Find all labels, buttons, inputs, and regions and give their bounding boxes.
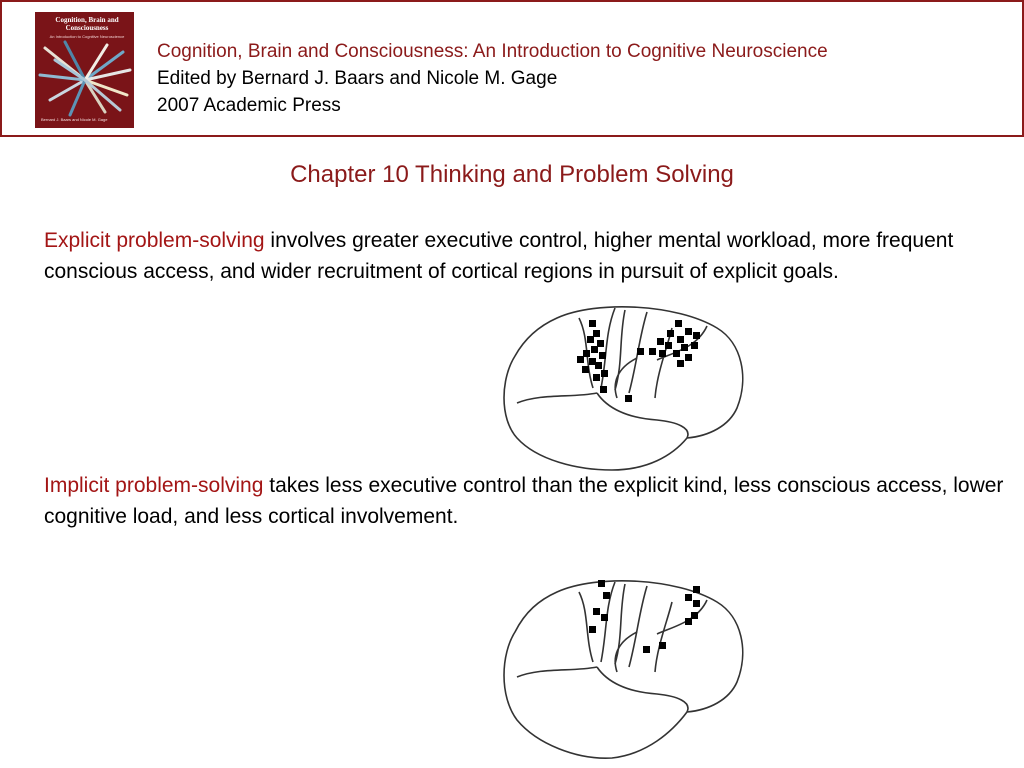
implicit-term: Implicit problem-solving [44,474,264,497]
cover-editors: Bernard J. Baars and Nicole M. Gage [41,117,108,122]
implicit-paragraph [44,470,1004,532]
book-editors: Edited by Bernard J. Baars and Nicole M. Gage [157,68,558,89]
cover-art [35,40,134,120]
explicit-text: involves greater executive control, higher mental workload, more frequent conscious access, and wider recruitment of cortical regions in pursuit of explicit goals. [44,229,954,283]
explicit-brain-figure [497,298,757,478]
book-cover [35,12,134,128]
implicit-brain-figure [497,572,757,764]
book-publisher: 2007 Academic Press [157,95,341,116]
explicit-paragraph [44,225,1004,287]
book-info [157,38,828,119]
implicit-text: takes less executive control than the explicit kind, less conscious access, lower cognitive load, and less cortical involvement. [44,474,1004,528]
header-box [0,0,1024,137]
chapter-title: Chapter 10 Thinking and Problem Solving [290,161,734,188]
explicit-brain-illustration [497,298,757,478]
cover-title: Cognition, Brain and Consciousness [55,16,119,32]
implicit-brain-illustration [497,572,757,764]
book-title: Cognition, Brain and Consciousness: An Introduction to Cognitive Neuroscience [157,41,828,62]
cover-subtitle: An Introduction to Cognitive Neuroscience [49,34,125,39]
explicit-term: Explicit problem-solving [44,229,265,252]
